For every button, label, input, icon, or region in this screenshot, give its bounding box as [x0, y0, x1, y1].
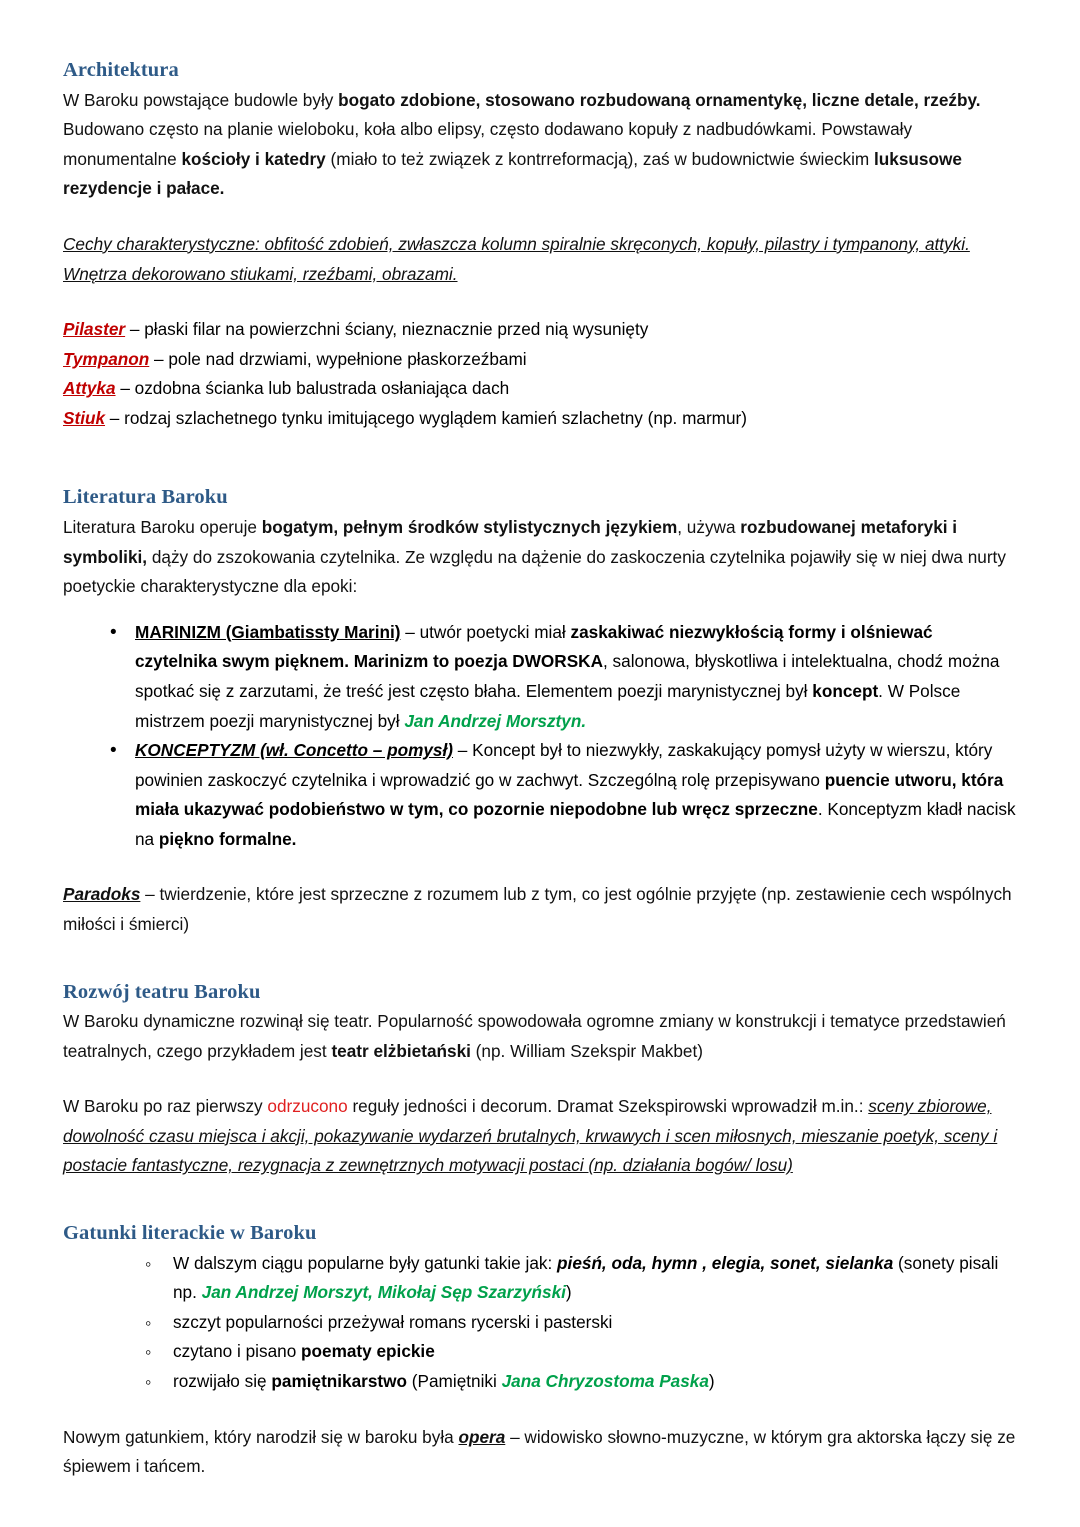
text-run: Literatura Baroku operuje — [63, 517, 262, 538]
spacer — [63, 1066, 1017, 1092]
term-label: Stiuk — [63, 407, 106, 428]
bold-run: bogato zdobione, stosowano rozbudowaną ornamentykę, liczne detale, rzeźby. — [338, 89, 981, 110]
paragraph-architektura-intro — [63, 86, 1017, 204]
author-name-highlight: Jan Andrzej Morszyt, Mikołaj Sęp Szarzyński — [201, 1282, 566, 1303]
text-run: rozwijało się — [173, 1371, 272, 1391]
spacer — [63, 1397, 1017, 1423]
term-definition-pilaster — [63, 315, 1017, 345]
text-run: dąży do zszokowania czytelnika. Ze względu na dążenie do zaskoczenia czytelnika pojawiły się w niej dwa nurty poetyckie charakterystyczne dla epoki: — [63, 546, 1006, 597]
list-item — [63, 1249, 1017, 1308]
term-definition-text: – ozdobna ścianka lub balustrada osłaniająca dach — [115, 378, 510, 399]
list-item — [63, 1308, 1017, 1338]
bold-run: bogatym, pełnym środków stylistycznych językiem — [261, 517, 678, 538]
list-gatunki — [63, 1249, 1017, 1397]
author-name-highlight: Jan Andrzej Morsztyn. — [404, 710, 587, 731]
bold-run: zaskakiwać niezwykłością formy i olśniewać czytelnika swym pięknem. Marinizm to poezja DWORSKA — [135, 621, 933, 672]
spacer — [63, 602, 1017, 618]
text-run: (Pamiętniki — [407, 1371, 502, 1391]
bold-run: pamiętnikarstwo — [271, 1371, 408, 1391]
spacer — [63, 854, 1017, 880]
bold-run: luksusowe rezydencje i pałace. — [63, 148, 962, 199]
term-definition-text: – pole nad drzwiami, wypełnione płaskorzeźbami — [149, 348, 527, 369]
term-definition-tympanon — [63, 345, 1017, 375]
text-run: W dalszym ciągu popularne były gatunki takie jak: — [173, 1252, 558, 1273]
term-definition-attyka — [63, 374, 1017, 404]
bold-run: kościoły i katedry — [181, 148, 326, 169]
text-run: W Baroku powstające budowle były — [63, 89, 339, 110]
term-label-opera: opera — [458, 1426, 506, 1447]
bold-run: koncept — [812, 680, 879, 701]
paragraph-teatr-odrzucono — [63, 1092, 1017, 1181]
text-run: (miało to też związek z kontrreformacją), zaś w budownictwie świeckim — [325, 148, 875, 169]
term-label: Pilaster — [63, 319, 126, 340]
heading-architektura: Architektura — [63, 59, 179, 81]
text-run: – widowisko słowno-muzyczne, w którym gra aktorska łączy się ze śpiewem i tańcem. — [63, 1426, 1016, 1477]
text-run: ) — [565, 1282, 572, 1303]
paragraph-cechy-charakterystyczne — [63, 230, 1017, 289]
list-item — [63, 1337, 1017, 1367]
bold-run: piękno formalne. — [158, 828, 297, 849]
term-label: Attyka — [63, 378, 116, 399]
term-label: Tympanon — [63, 348, 150, 369]
text-run: czytano i pisano — [173, 1341, 302, 1362]
text-run: Nowym gatunkiem, który narodził się w baroku była — [63, 1426, 459, 1447]
text-run: – utwór poetycki miał — [400, 621, 571, 642]
text-run: (sonety pisali np. — [173, 1252, 999, 1303]
text-run: W Baroku po raz pierwszy — [63, 1096, 268, 1117]
text-run: , salonowa, błyskotliwa i intelektualna, chodź można spotkać się z zarzutami, że treść jest często błaha. Elementem poezji marynistycznej był — [135, 651, 1000, 701]
bold-run: teatr elżbietański — [331, 1040, 471, 1061]
text-run: reguły jedności i decorum. Dramat Szekspirowski wprowadził m.in.: — [347, 1096, 869, 1117]
text-run: . W Polsce mistrzem poezji marynistycznej był — [135, 680, 961, 731]
text-run: W Baroku dynamiczne rozwinął się teatr. Popularność spowodowała ogromne zmiany w konstrukcji i tematyce przedstawień teatralnych, czego przykładem jest — [63, 1011, 1006, 1061]
bold-italic-run: pieśń, oda, hymn , elegia, sonet, sielanka — [557, 1252, 894, 1273]
text-run: (np. William Szekspir Makbet) — [470, 1040, 703, 1061]
author-name-highlight: Jana Chryzostoma Paska — [501, 1371, 709, 1391]
term-definition-stiuk — [63, 404, 1017, 434]
spacer — [63, 940, 1017, 980]
heading-gatunki-literackie: Gatunki literackie w Baroku — [63, 1222, 317, 1245]
list-nurty-poetyckie — [63, 618, 1017, 855]
italic-underline-run: sceny zbiorowe, dowolność czasu miejsca i akcji, pokazywanie wydarzeń brutalnych, krwawych i scen miłosnych, mieszanie poetyk, sceny i postacie fantastyczne, rezygnacja z zewnętrznych motywacji postaci (np. działania bogów/ losu) — [63, 1096, 998, 1176]
list-item — [63, 618, 1017, 736]
text-run: – Koncept był to niezwykły, zaskakujący pomysł użyty w wierszu, który powinien zaskoczyć czytelnika i wprowadzić go w zachwyt. Szczególną rolę przepisywano — [135, 740, 993, 790]
bold-run: poematy epickie — [301, 1341, 435, 1362]
list-item — [63, 1367, 1017, 1397]
paragraph-literatura-intro — [63, 513, 1017, 602]
term-definition-text: – rodzaj szlachetnego tynku imitującego wyglądem kamień szlachetny (np. marmur) — [105, 407, 747, 428]
spacer — [63, 289, 1017, 315]
text-run: ) — [708, 1371, 715, 1391]
heading-literatura-baroku: Literatura Baroku — [63, 486, 228, 509]
bullet-lead-marinizm: MARINIZM (Giambatissty Marini) — [135, 621, 401, 642]
list-item — [63, 736, 1017, 854]
heading-rozwoj-teatru: Rozwój teatru Baroku — [63, 980, 261, 1003]
text-run: . Konceptyzm kładł nacisk na — [135, 799, 1016, 849]
bold-run: puencie utworu, która miała ukazywać podobieństwo w tym, co pozornie niepodobne lub wręcz sprzeczne — [135, 769, 1004, 820]
spacer — [63, 204, 1017, 230]
paragraph-paradoks — [63, 880, 1017, 939]
term-definition-text: – twierdzenie, które jest sprzeczne z rozumem lub z tym, co jest ogólnie przyjęte (np. zestawienie cech wspólnych miłości i śmierci) — [63, 884, 1012, 934]
paragraph-teatr-intro — [63, 1007, 1017, 1066]
red-highlight-odrzucono: odrzucono — [267, 1096, 348, 1117]
text-run: szczyt popularności przeżywał romans rycerski i pasterski — [173, 1311, 613, 1332]
spacer — [63, 433, 1017, 485]
term-label-paradoks: Paradoks — [63, 884, 141, 905]
italic-underline-run: Cechy charakterystyczne: obfitość zdobień, zwłaszcza kolumn spiralnie skręconych, kopuły, pilastry i tympanony, attyki. Wnętrza dekorowano stiukami, rzeźbami, obrazami. — [63, 233, 970, 284]
text-run: Budowano często na planie wieloboku, koła albo elipsy, często dodawano kopuły z nadbudówkami. Powstawały monumentalne — [63, 119, 913, 169]
bullet-lead-konceptyzm: KONCEPTYZM (wł. Concetto – pomysł) — [135, 740, 453, 761]
paragraph-opera — [63, 1423, 1017, 1482]
bold-run: rozbudowanej metaforyki i symboliki, — [63, 517, 958, 567]
spacer — [63, 1181, 1017, 1221]
text-run: , używa — [677, 517, 741, 538]
term-definition-text: – płaski filar na powierzchni ściany, nieznacznie przed nią wysunięty — [125, 319, 649, 340]
